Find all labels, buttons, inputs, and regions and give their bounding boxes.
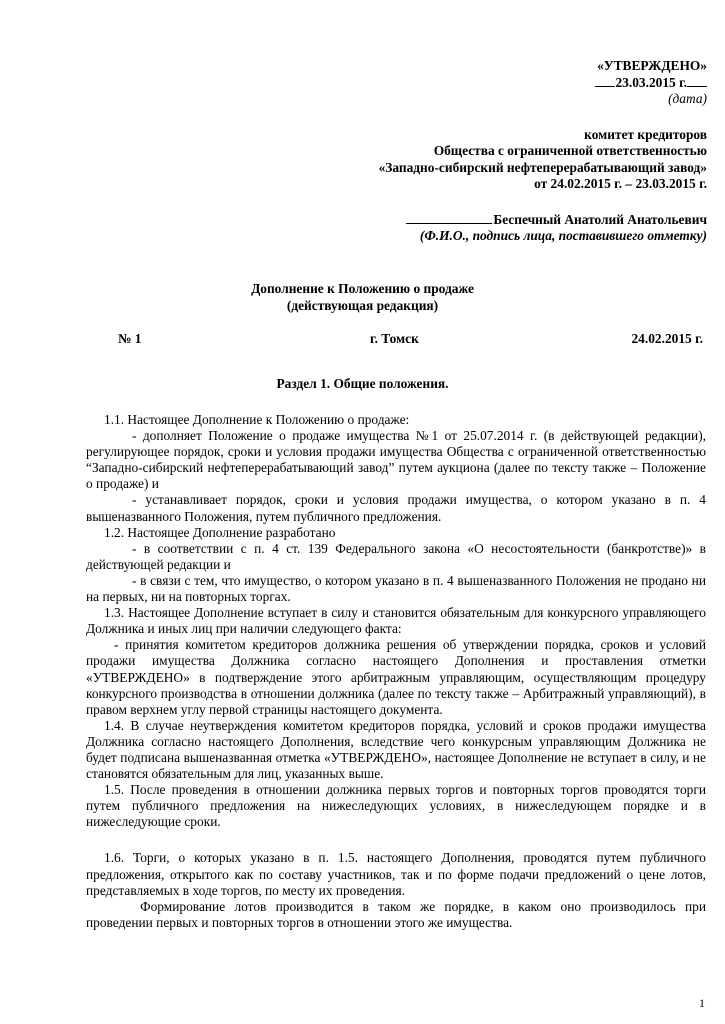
paragraph-1-5: 1.5. После проведения в отношении должника первых торгов и повторных торгов проводятся торги путем публичного предложения на нижеследующих условиях, в нижеследующем порядке и в нижеследующие сроки.	[86, 782, 706, 830]
signature-line	[406, 212, 492, 224]
signer-caption: (Ф.И.О., подпись лица, поставившего отметку)	[419, 228, 707, 243]
paragraph-1-3-a: - принятия комитетом кредиторов должника решения об утверждении порядка, сроков и условий продажи имущества Должника согласно настоящего Дополнения и проставления отметки «УТВЕРЖДЕНО» в подтверждение этого арбитражным управляющим, осуществляющим процедуру конкурсного производства в отношении должника (далее по тексту также – Арбитражный управляющий), в правом верхнем углу первой страницы настоящего документа.	[86, 637, 706, 717]
approval-date-caption: (дата)	[668, 91, 707, 106]
date-underline-right	[687, 75, 707, 87]
section-title: Раздел 1. Общие положения.	[276, 376, 449, 391]
paragraph-1-3: 1.3. Настоящее Дополнение вступает в силу и становится обязательным для конкурсного управляющего Должника и иных лиц при наличии следующего факта:	[86, 605, 706, 637]
paragraph-1-2-a: - в соответствии с п. 4 ст. 139 Федерального закона «О несостоятельности (банкротстве)» в действующей редакции и	[86, 540, 706, 572]
document-date: 24.02.2015 г.	[631, 331, 703, 346]
paragraph-1-6-a: Формирование лотов производится в таком же порядке, в каком оно производилось при проведении первых и повторных торгов в отношении этого же имущества.	[86, 898, 706, 930]
document-body	[86, 412, 706, 931]
paragraph-1-4: 1.4. В случае неутверждения комитетом кредиторов порядка, условий и сроков продажи имущества Должника согласно настоящего Дополнения, вследствие чего конкурсным управляющим Должника не будет подписана вышеназванная отметка «УТВЕРЖДЕНО», настоящее Дополнение не вступает в силу, и не становятся обязательным для лиц, указанных выше.	[86, 717, 706, 782]
paragraph-1-1: 1.1. Настоящее Дополнение к Положению о продаже:	[104, 412, 410, 427]
paragraph-1-1-a: - дополняет Положение о продаже имущества №1 от 25.07.2014 г. (в действующей редакции), регулирующее порядок, сроки и условия продажи имущества Общества с ограниченной ответственностью “Западно-сибирский нефтеперерабатывающий завод” путем аукциона (далее по тексту также – Положение о продаже) и	[86, 428, 706, 492]
signer-name: Беспечный Анатолий Анатольевич	[493, 211, 707, 227]
committee-line-2: Общества с ограниченной ответственностью	[433, 143, 707, 158]
approval-stamp: «УТВЕРЖДЕНО»	[597, 58, 707, 73]
document-title-line-2: (действующая редакция)	[286, 297, 439, 313]
document-title	[0, 281, 725, 314]
document-city: г. Томск	[370, 331, 419, 346]
signature-row	[267, 212, 707, 229]
date-underline-left	[595, 75, 615, 87]
committee-period: от 24.02.2015 г. – 23.03.2015 г.	[534, 176, 707, 191]
paragraph-1-1-b: - устанавливает порядок, сроки и условия продажи имущества, о котором указано в п. 4 вышеназванного Положения, путем публичного предложения.	[86, 492, 706, 524]
committee-line-3: «Западно-сибирский нефтеперерабатывающий завод»	[378, 159, 707, 175]
paragraph-1-6: 1.6. Торги, о которых указано в п. 1.5. настоящего Дополнения, проводятся путем публичного предложения, открытого как по составу участников, так и по форме подачи предложений о цене лотов, представляемых в ходе торгов, по месту их проведения.	[86, 850, 706, 898]
approval-block	[267, 58, 707, 245]
paragraph-1-2-b: - в связи с тем, что имущество, о котором указано в п. 4 вышеназванного Положения не продано ни на первых, ни на повторных торгах.	[86, 572, 706, 605]
approval-date: 23.03.2015 г.	[615, 74, 687, 90]
document-meta-row	[118, 331, 703, 347]
page-number: 1	[699, 996, 705, 1010]
paragraph-1-2: 1.2. Настоящее Дополнение разработано	[104, 524, 336, 540]
document-number: № 1	[118, 331, 142, 346]
approval-date-row	[267, 75, 707, 92]
document-title-line-1: Дополнение к Положению о продаже	[251, 281, 474, 296]
committee-line-1: комитет кредиторов	[584, 126, 707, 142]
